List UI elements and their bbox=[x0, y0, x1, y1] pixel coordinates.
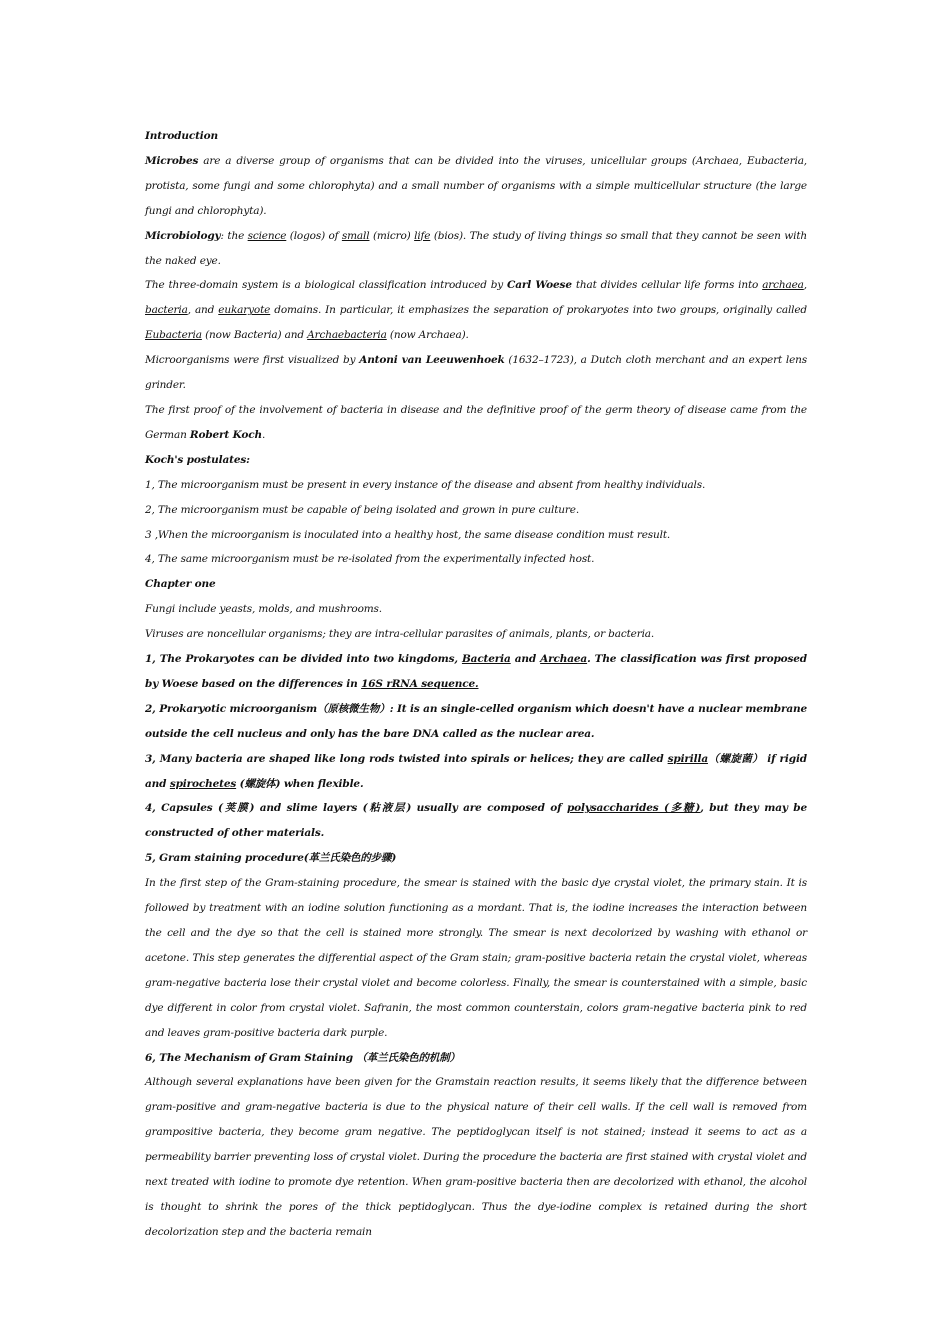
carl-woese-name: Carl Woese bbox=[507, 279, 572, 292]
fungi-paragraph: Fungi include yeasts, molds, and mushrooms. bbox=[145, 603, 382, 616]
item-6-text: Although several explanations have been given for the Gramstain reaction results, it seems likely that the difference between gram-positive and gram-negative bacteria is due to the physical nature of their cell walls. If the cell wall is removed from grampositive bacteria, they become gram negative. The peptidoglycan itself is not stained; instead it seems to act as a permeability barrier preventing loss of crystal violet. During the procedure the bacteria are first stained with crystal violet and next treated with iodine to promote dye retention. When gram-positive bacteria then are decolorized with ethanol, the alcohol is thought to shrink the pores of the thick peptidoglycan. Thus the dye-iodine complex is retained during the short decolorization step and the bacteria remain bbox=[145, 1076, 807, 1238]
postulate-item: 4, The same microorganism must be re-isolated from the experimentally infected host. bbox=[145, 553, 595, 566]
postulates-heading: Koch's postulates: bbox=[145, 453, 250, 466]
rrna-link[interactable]: 16S rRNA sequence. bbox=[361, 677, 479, 690]
polysaccharides-link[interactable]: polysaccharides (多糖) bbox=[566, 802, 701, 815]
archaebacteria-link[interactable]: Archaebacteria bbox=[307, 329, 387, 342]
three-domain-paragraph: The three-domain system is a biological classification introduced by Carl Woese that divides cellular life forms into archaea, bacteria, and eukaryote domains. In particular, it emphasizes the separation of prokaryotes into two groups, originally called Eubacteria (now Bacteria) and Archaebacteria (now Archaea). bbox=[145, 279, 808, 342]
small-link[interactable]: small bbox=[341, 229, 370, 242]
microbiology-paragraph: Microbiology: the science (logos) of small (micro) life (bios). The study of living things so small that they cannot be seen with the naked eye. bbox=[145, 229, 807, 267]
postulate-item: 1, The microorganism must be present in every instance of the disease and absent from healthy individuals. bbox=[145, 478, 706, 491]
item-6-heading: 6, The Mechanism of Gram Staining （革兰氏染色的机制） bbox=[145, 1051, 460, 1064]
life-link[interactable]: life bbox=[414, 229, 431, 242]
item-3-spirilla: 3, Many bacteria are shaped like long rods twisted into spirals or helices; they are called spirilla（螺旋菌） if rigid and spirochetes (螺旋体) when flexible. bbox=[145, 752, 807, 790]
viruses-paragraph: Viruses are noncellular organisms; they are intra-cellular parasites of animals, plants, or bacteria. bbox=[145, 628, 655, 641]
item-2-prokaryotic-microorganism: 2, Prokaryotic microorganism（原核微生物）: It is an single-celled organism which doesn't have a nuclear membrane outside the cell nucleus and only has the bare DNA called as the nuclear area. bbox=[145, 702, 807, 740]
microbes-term: Microbes bbox=[145, 154, 199, 167]
microbiology-term: Microbiology bbox=[145, 229, 221, 242]
chapter-heading: Chapter one bbox=[145, 578, 216, 591]
spirilla-link[interactable]: spirilla bbox=[667, 752, 708, 765]
archaea-link[interactable]: archaea bbox=[762, 279, 804, 292]
document-page bbox=[145, 124, 807, 1245]
leeuwenhoek-name: Antoni van Leeuwenhoek bbox=[359, 354, 505, 367]
item-1-prokaryotes: 1, The Prokaryotes can be divided into two kingdoms, Bacteria and Archaea. The classification was first proposed by Woese based on the differences in 16S rRNA sequence. bbox=[145, 653, 807, 690]
postulate-item: 3 ,When the microorganism is inoculated into a healthy host, the same disease condition must result. bbox=[145, 528, 671, 541]
microbes-paragraph: Microbes are a diverse group of organisms that can be divided into the viruses, unicellular groups (Archaea, Eubacteria, protista, some fungi and some chlorophyta) and a small number of organisms with a simple multicellular structure (the large fungi and chlorophyta). bbox=[145, 154, 807, 217]
item-5-text: In the first step of the Gram-staining procedure, the smear is stained with the basic dye crystal violet, the primary stain. It is followed by treatment with an iodine solution functioning as a mordant. That is, the iodine increases the interaction between the cell and the dye so that the cell is stained more strongly. The smear is next decolorized by washing with ethanol or acetone. This step generates the differential aspect of the Gram stain; gram-positive bacteria retain the crystal violet, whereas gram-negative bacteria lose their crystal violet and become colorless. Finally, the smear is counterstained with a simple, basic dye different in color from crystal violet. Safranin, the most common counterstain, colors gram-negative bacteria pink to red and leaves gram-positive bacteria dark purple. bbox=[145, 877, 807, 1039]
postulate-item: 2, The microorganism must be capable of being isolated and grown in pure culture. bbox=[145, 503, 580, 516]
bacteria-kingdom-link[interactable]: Bacteria bbox=[461, 653, 511, 666]
robert-koch-name: Robert Koch bbox=[189, 428, 262, 441]
archaea-kingdom-link[interactable]: Archaea bbox=[540, 653, 588, 666]
bacteria-link[interactable]: bacteria bbox=[145, 304, 188, 317]
koch-paragraph: The first proof of the involvement of bacteria in disease and the definitive proof of the germ theory of disease came from the German Robert Koch. bbox=[145, 403, 807, 441]
item-4-capsules: 4, Capsules (荚膜) and slime layers (粘液层) usually are composed of polysaccharides (多糖), but they may be constructed of other materials. bbox=[145, 802, 807, 840]
science-link[interactable]: science bbox=[247, 229, 287, 242]
intro-heading: Introduction bbox=[145, 130, 218, 142]
item-5-heading: 5, Gram staining procedure(革兰氏染色的步骤) bbox=[145, 852, 397, 865]
spirochetes-link[interactable]: spirochetes bbox=[169, 777, 237, 790]
eukaryote-link[interactable]: eukaryote bbox=[218, 304, 271, 317]
eubacteria-link[interactable]: Eubacteria bbox=[145, 329, 202, 342]
leeuwenhoek-paragraph: Microorganisms were first visualized by Antoni van Leeuwenhoek (1632–1723), a Dutch cloth merchant and an expert lens grinder. bbox=[145, 354, 807, 392]
